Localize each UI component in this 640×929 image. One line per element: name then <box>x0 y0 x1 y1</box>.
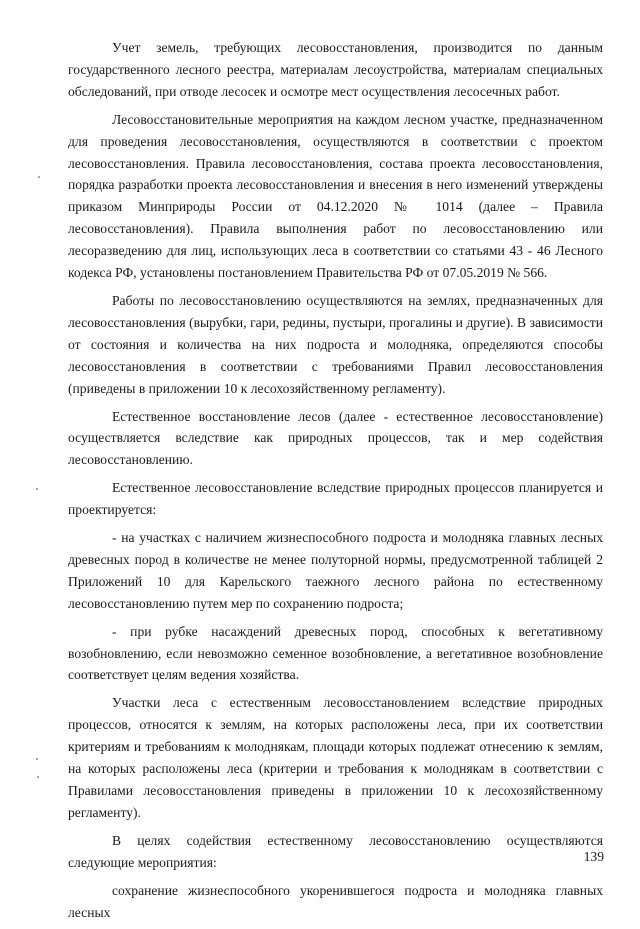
list-item-undergrowth: - на участках с наличием жизнеспособного подроста и молодняка главных лесных древесных пород в количестве не менее полуторной нормы, предусмотренной таблицей 2 Приложений 10 для Карельского таежного лесного района по естественному лесовосстановлению путем мер по сохранению подроста; <box>68 530 603 611</box>
paragraph-natural-restoration: Естественное восстановление лесов (далее - естественное лесовосстановление) осуществляется вследствие как природных процессов, так и мер содействия лесовосстановлению. <box>68 408 603 468</box>
paragraph-assistance-measures: В целях содействия естественному лесовосстановлению осуществляются следующие мероприятия: <box>68 832 603 870</box>
paragraph-land-accounting: Учет земель, требующих лесовосстановления, производится по данным государственного лесного реестра, материалам лесоустройства, материалам специальных обследований, при отводе лесосек и осмотре мест осуществления лесосечных работ. <box>68 40 603 99</box>
paragraph-reforestation-measures: Лесовосстановительные мероприятия на каждом лесном участке, предназначенном для проведения лесовосстановления, осуществляются в соответствии с проектом лесовосстановления. Правила лесовосстановления, состава проекта лесовосстановления, порядка разработки проекта лесовосстановления и внесения в него изменений утверждены приказом Минприроды России от 04.12.2020 № 1014 (далее – Правила лесовосстановления). Правила выполнения работ по лесовосстановлению или лесоразведению для лиц, использующих леса в соответствии со статьями 43 - 46 Лесного кодекса РФ, установлены постановлением Правительства РФ от 07.05.2019 № 566. <box>68 111 603 281</box>
paragraph-natural-planning: Естественное лесовосстановление вследствие природных процессов планируется и проектируется: <box>68 480 603 518</box>
scan-speck <box>38 176 40 178</box>
page-number: 139 <box>583 849 604 864</box>
scan-speck <box>36 758 38 760</box>
paragraph-preservation: сохранение жизнеспособного укоренившегося подроста и молодняка главных лесных <box>68 882 603 920</box>
paragraph-land-classification: Участки леса с естественным лесовосстановлением вследствие природных процессов, относятся к землям, на которых расположены леса, при их соответствии критериям и требованиям к молоднякам, площади которых подлежат отнесению к землям, на которых расположены леса (критерии и требования к молоднякам в соответствии с Правилами лесовосстановления приведены в приложении 10 к лесохозяйственному регламенту). <box>68 695 603 820</box>
scan-speck <box>37 776 39 778</box>
scan-speck <box>36 488 38 490</box>
body-text <box>68 37 603 929</box>
paragraph-reforestation-works: Работы по лесовосстановлению осуществляются на землях, предназначенных для лесовосстановления (вырубки, гари, редины, пустыри, прогалины и другие). В зависимости от состояния и количества на них подроста и молодняка, определяются способы лесовосстановления в соответствии с требованиями Правил лесовосстановления (приведены в приложении 10 к лесохозяйственному регламенту). <box>68 292 603 396</box>
list-item-vegetative: - при рубке насаждений древесных пород, способных к вегетативному возобновлению, если невозможно семенное возобновление, а вегетативное возобновление соответствует целям ведения хозяйства. <box>68 623 603 683</box>
